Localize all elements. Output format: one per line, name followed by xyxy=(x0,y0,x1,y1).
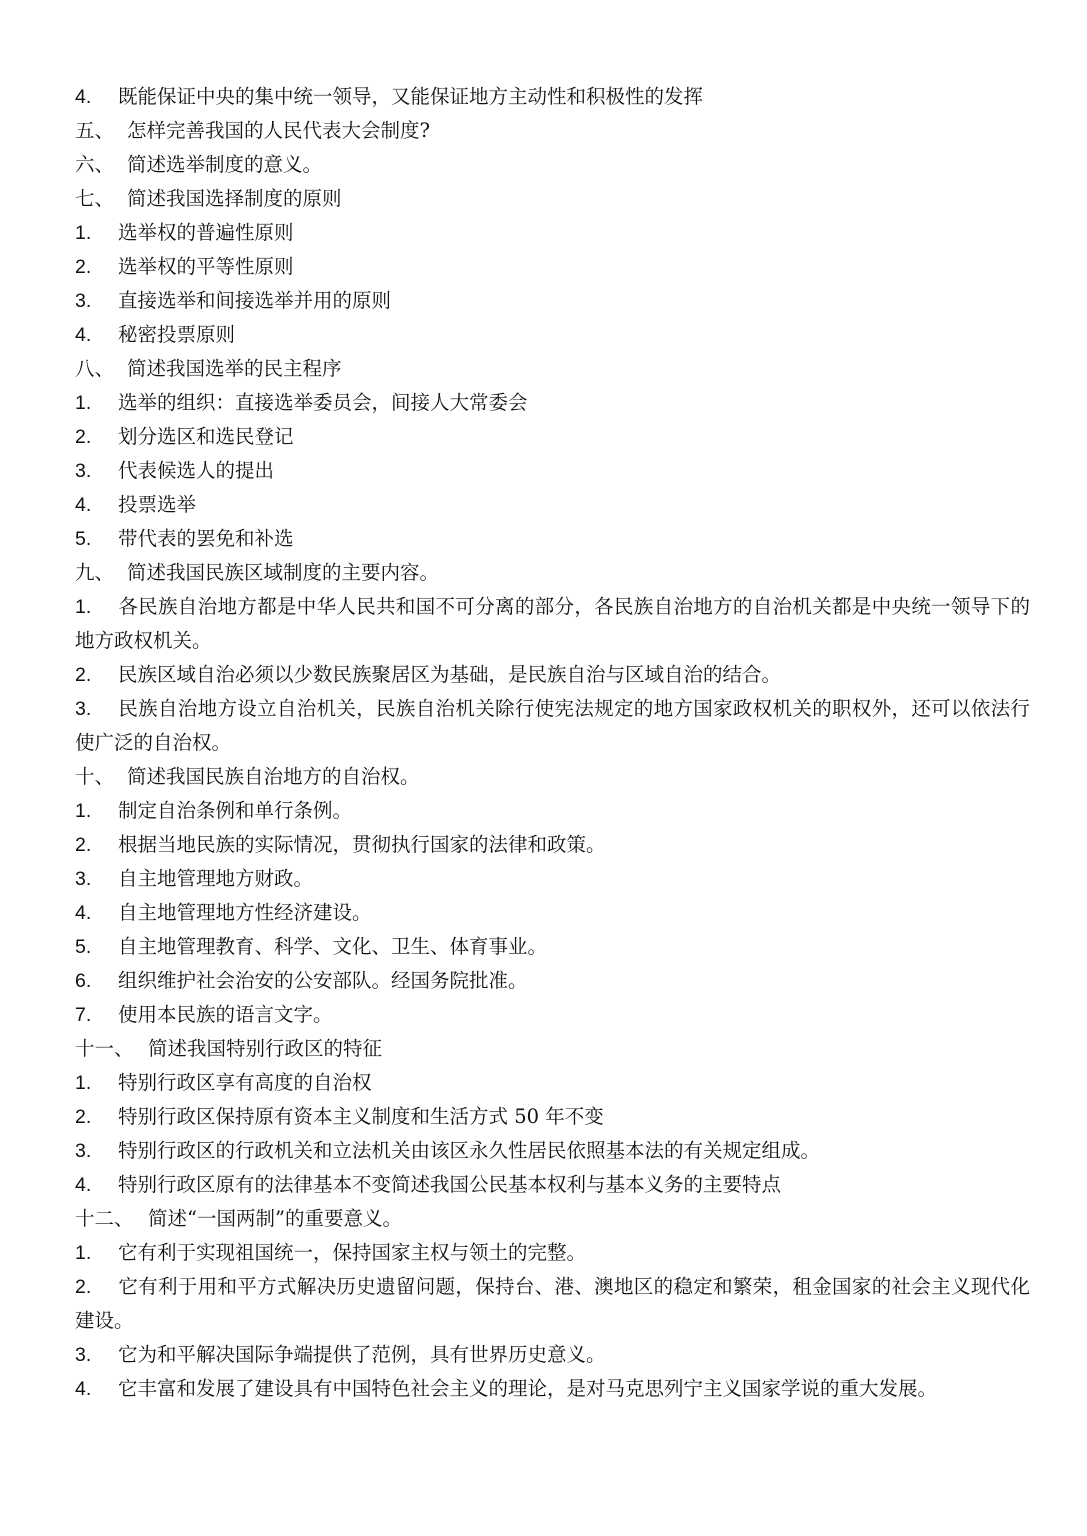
list-item xyxy=(75,1134,1030,1168)
item-number: 1. xyxy=(75,1072,92,1094)
list-item xyxy=(75,590,1030,658)
item-number: 3. xyxy=(75,868,92,890)
item-text: 自主地管理教育、科学、文化、卫生、体育事业。 xyxy=(118,935,548,958)
heading-number: 五、 xyxy=(75,119,115,142)
item-number: 2. xyxy=(75,834,92,856)
item-text: 自主地管理地方性经济建设。 xyxy=(118,901,372,924)
list-item xyxy=(75,998,1030,1032)
item-text: 自主地管理地方财政。 xyxy=(118,867,314,890)
heading-number: 八、 xyxy=(75,357,115,380)
item-number: 4. xyxy=(75,324,92,346)
item-number: 5. xyxy=(75,528,92,550)
item-text: 民族自治地方设立自治机关，民族自治机关除行使宪法规定的地方国家政权机关的职权外，还可以依法行使广泛的自治权。 xyxy=(75,697,1030,754)
heading-number: 十、 xyxy=(75,765,115,788)
item-text: 组织维护社会治安的公安部队。经国务院批准。 xyxy=(118,969,528,992)
item-number: 3. xyxy=(75,698,92,720)
item-number: 1. xyxy=(75,1242,92,1264)
item-text: 使用本民族的语言文字。 xyxy=(118,1003,333,1026)
item-number: 6. xyxy=(75,970,92,992)
document-page xyxy=(75,80,1030,1406)
item-text: 投票选举 xyxy=(118,493,197,516)
item-number: 3. xyxy=(75,290,92,312)
heading-number: 九、 xyxy=(75,561,115,584)
section-heading xyxy=(75,182,1030,216)
item-text: 特别行政区享有高度的自治权 xyxy=(118,1071,372,1094)
item-text: 各民族自治地方都是中华人民共和国不可分离的部分，各民族自治地方的自治机关都是中央统一领导下的地方政权机关。 xyxy=(75,595,1030,652)
list-item xyxy=(75,1100,1030,1134)
heading-text: 简述我国选举的民主程序 xyxy=(127,357,342,380)
item-number: 2. xyxy=(75,256,92,278)
item-number: 4. xyxy=(75,902,92,924)
item-text: 特别行政区保持原有资本主义制度和生活方式 50 年不变 xyxy=(118,1105,604,1128)
list-item xyxy=(75,930,1030,964)
list-item xyxy=(75,658,1030,692)
item-text: 它有利于实现祖国统一，保持国家主权与领土的完整。 xyxy=(118,1241,587,1264)
item-number: 4. xyxy=(75,86,92,108)
heading-text: 简述我国民族自治地方的自治权。 xyxy=(127,765,420,788)
section-heading xyxy=(75,114,1030,148)
section-heading xyxy=(75,1202,1030,1236)
heading-text: 简述我国选择制度的原则 xyxy=(127,187,342,210)
item-number: 3. xyxy=(75,1344,92,1366)
item-text: 它为和平解决国际争端提供了范例，具有世界历史意义。 xyxy=(118,1343,606,1366)
item-text: 特别行政区原有的法律基本不变简述我国公民基本权利与基本义务的主要特点 xyxy=(118,1173,782,1196)
list-item xyxy=(75,488,1030,522)
list-item xyxy=(75,828,1030,862)
list-item xyxy=(75,1372,1030,1406)
item-number: 1. xyxy=(75,596,92,618)
item-text: 代表候选人的提出 xyxy=(118,459,275,482)
heading-number: 十二、 xyxy=(75,1207,134,1230)
item-number: 2. xyxy=(75,1276,92,1298)
item-text: 带代表的罢免和补选 xyxy=(118,527,294,550)
list-item xyxy=(75,1168,1030,1202)
list-item xyxy=(75,692,1030,760)
list-item xyxy=(75,1270,1030,1338)
list-item xyxy=(75,250,1030,284)
section-heading xyxy=(75,148,1030,182)
item-text: 它有利于用和平方式解决历史遗留问题，保持台、港、澳地区的稳定和繁荣，租金国家的社会主义现代化建设。 xyxy=(75,1275,1030,1332)
section-heading xyxy=(75,1032,1030,1066)
heading-text: 简述我国特别行政区的特征 xyxy=(148,1037,383,1060)
heading-number: 六、 xyxy=(75,153,115,176)
item-text: 它丰富和发展了建设具有中国特色社会主义的理论，是对马克思列宁主义国家学说的重大发展。 xyxy=(118,1377,938,1400)
list-item xyxy=(75,896,1030,930)
item-text: 民族区域自治必须以少数民族聚居区为基础，是民族自治与区域自治的结合。 xyxy=(118,663,782,686)
item-text: 特别行政区的行政机关和立法机关由该区永久性居民依照基本法的有关规定组成。 xyxy=(118,1139,821,1162)
item-text: 选举的组织：直接选举委员会，间接人大常委会 xyxy=(118,391,528,414)
list-item xyxy=(75,454,1030,488)
item-number: 1. xyxy=(75,800,92,822)
heading-text: 简述我国民族区域制度的主要内容。 xyxy=(127,561,440,584)
list-item xyxy=(75,80,1030,114)
item-number: 4. xyxy=(75,1174,92,1196)
item-number: 4. xyxy=(75,1378,92,1400)
list-item xyxy=(75,522,1030,556)
list-item xyxy=(75,794,1030,828)
section-heading xyxy=(75,760,1030,794)
item-number: 5. xyxy=(75,936,92,958)
heading-number: 十一、 xyxy=(75,1037,134,1060)
item-text: 制定自治条例和单行条例。 xyxy=(118,799,353,822)
list-item xyxy=(75,318,1030,352)
list-item xyxy=(75,964,1030,998)
heading-text: 怎样完善我国的人民代表大会制度? xyxy=(127,119,430,142)
list-item xyxy=(75,1066,1030,1100)
item-number: 4. xyxy=(75,494,92,516)
item-number: 3. xyxy=(75,460,92,482)
list-item xyxy=(75,386,1030,420)
list-item xyxy=(75,1338,1030,1372)
heading-text: 简述选举制度的意义。 xyxy=(127,153,323,176)
item-text: 选举权的平等性原则 xyxy=(118,255,294,278)
list-item xyxy=(75,1236,1030,1270)
list-item xyxy=(75,216,1030,250)
item-number: 2. xyxy=(75,1106,92,1128)
item-text: 根据当地民族的实际情况，贯彻执行国家的法律和政策。 xyxy=(118,833,606,856)
item-number: 1. xyxy=(75,392,92,414)
heading-text: 简述“一国两制”的重要意义。 xyxy=(148,1207,402,1230)
item-text: 直接选举和间接选举并用的原则 xyxy=(118,289,392,312)
item-number: 3. xyxy=(75,1140,92,1162)
section-heading xyxy=(75,352,1030,386)
list-item xyxy=(75,862,1030,896)
list-item xyxy=(75,284,1030,318)
item-number: 7. xyxy=(75,1004,92,1026)
item-number: 2. xyxy=(75,664,92,686)
item-text: 既能保证中央的集中统一领导，又能保证地方主动性和积极性的发挥 xyxy=(118,85,704,108)
section-heading xyxy=(75,556,1030,590)
heading-number: 七、 xyxy=(75,187,115,210)
list-item xyxy=(75,420,1030,454)
item-text: 秘密投票原则 xyxy=(118,323,236,346)
item-number: 1. xyxy=(75,222,92,244)
item-text: 选举权的普遍性原则 xyxy=(118,221,294,244)
item-text: 划分选区和选民登记 xyxy=(118,425,294,448)
item-number: 2. xyxy=(75,426,92,448)
